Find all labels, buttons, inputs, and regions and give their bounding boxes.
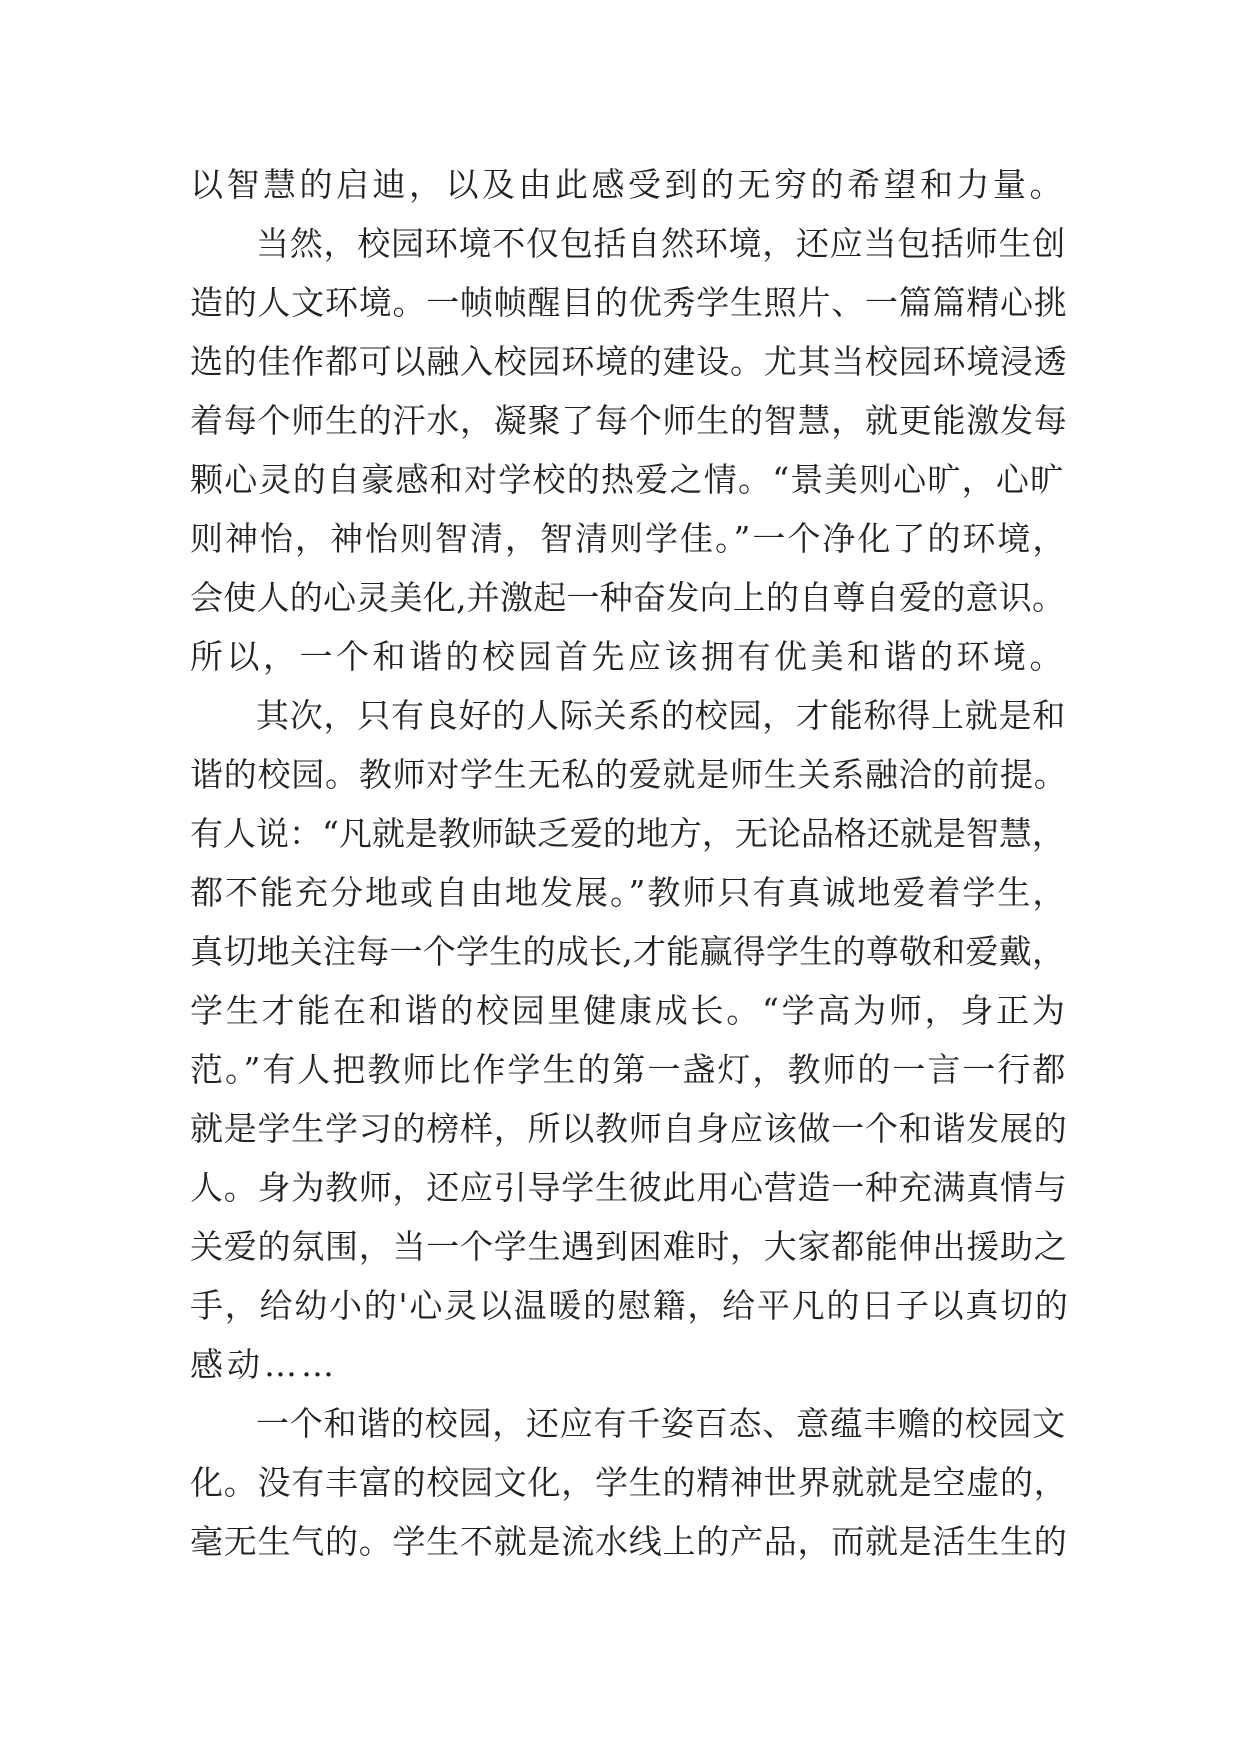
body-text	[190, 155, 1070, 1571]
text-line: 化。没有丰富的校园文化，学生的精神世界就就是空虚的，	[190, 1463, 1068, 1502]
paragraph-first-line: 一个和谐的校园，还应有千姿百态、意蕴丰赡的校园文	[256, 1404, 1066, 1443]
text-line: 就是学生学习的榜样，所以教师自身应该做一个和谐发展的	[190, 1109, 1068, 1148]
text-line: 毫无生气的。学生不就是流水线上的产品，而就是活生生的	[190, 1522, 1068, 1561]
text-line: 所以，一个和谐的校园首先应该拥有优美和谐的环境。	[190, 637, 1066, 676]
text-line: 真切地关注每一个学生的成长,才能赢得学生的尊敬和爱戴，	[190, 932, 1066, 971]
text-line: 有人说：“凡就是教师缺乏爱的地方，无论品格还就是智慧，	[190, 814, 1065, 853]
text-line: 会使人的心灵美化,并激起一种奋发向上的自尊自爱的意识。	[190, 578, 1066, 617]
text-line: 手，给幼小的'心灵以温暖的慰籍，给平凡的日子以真切的	[190, 1286, 1070, 1325]
paragraph-first-line: 其次，只有良好的人际关系的校园，才能称得上就是和	[256, 696, 1066, 735]
text-line: 都不能充分地或自由地发展。”教师只有真诚地爱着学生，	[190, 873, 1068, 912]
text-line: 选的佳作都可以融入校园环境的建设。尤其当校园环境浸透	[190, 342, 1068, 381]
text-line: 范。”有人把教师比作学生的第一盏灯，教师的一言一行都	[190, 1050, 1068, 1089]
text-line: 造的人文环境。一帧帧醒目的优秀学生照片、一篇篇精心挑	[190, 283, 1068, 322]
paragraph-first-line: 当然，校园环境不仅包括自然环境，还应当包括师生创	[256, 224, 1066, 263]
text-line: 则神怡，神怡则智清，智清则学佳。”一个净化了的环境，	[190, 519, 1068, 558]
text-line: 着每个师生的汗水，凝聚了每个师生的智慧，就更能激发每	[190, 401, 1068, 440]
text-line: 颗心灵的自豪感和对学校的热爱之情。“景美则心旷，心旷	[190, 460, 1065, 499]
text-line: 关爱的氛围，当一个学生遇到困难时，大家都能伸出援助之	[190, 1227, 1068, 1266]
text-line: 以智慧的启迪，以及由此感受到的无穷的希望和力量。	[190, 165, 1066, 204]
text-line: 谐的校园。教师对学生无私的爱就是师生关系融洽的前提。	[190, 755, 1068, 794]
text-line: 感动……	[190, 1345, 338, 1384]
text-line: 学生才能在和谐的校园里健康成长。“学高为师，身正为	[190, 991, 1068, 1030]
text-line: 人。身为教师，还应引导学生彼此用心营造一种充满真情与	[190, 1168, 1068, 1207]
